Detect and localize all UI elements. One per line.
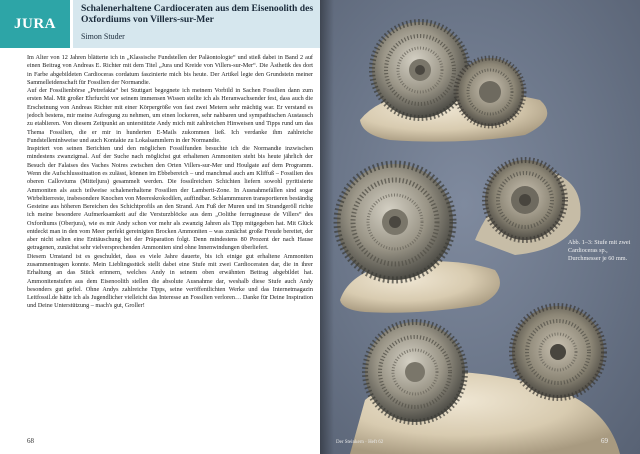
paragraph: Im Alter von 12 Jahren blätterte ich in „Klassische Fundstellen der Paläontologie“ und stieß dabei in Band 2 auf einen Beitrag von Andreas E. Richter mit dem Titel „Jura und Kreide von Villers-sur-Mer“. Die Ästhetik des dort in Farbe abgebildeten Cardioceras cordatum faszinierte mich bis heute. Der Artikel legte den Grundstein meiner Sammelleidenschaft für Fossilien der Normandie. [27,54,313,86]
figure-caption: Abb. 1–3: Stufe mit zwei Cardioceras sp., Durchmesser je 60 mm. [568,239,631,262]
page-number-left: 68 [27,437,34,445]
fossil-photos [320,0,640,454]
article-author: Simon Studer [81,32,125,41]
paragraph: Auf der Fossilienbörse „Petrefakta“ bei Stuttgart begegnete ich meinem Vorbild in Sachen Fossilien dann zum ersten Mal. Mit großer Ehrfurcht vor seinem immensen Wissen stellte ich als Heranwachsender fest, dass auch die Erscheinung von Andreas Richter mit einer Körpergröße von fast zwei Metern sehr mächtig war. Er verstand es jedoch bestens, mir meine Aufregung zu nehmen, um einen lockeren, sehr nahbaren und sympathischen Austausch zu etablieren. Von diesem Zeitpunkt an unterstützte Andy mich mit zahlreichen Hinweisen und Tipps rund um das Thema Fossilien, die er mir in hunderten E-Mails zukommen ließ. Ich verdanke ihm zahlreiche Fundstelleninhweise und auch Kontakte zu Lokalsammlern in der Normandie. [27,87,313,144]
article-title: Schalenerhaltene Cardioceraten aus dem Eisenoolith des Oxfordiums von Villers-sur-Mer [81,3,314,25]
fossil-photo-2 [337,160,581,313]
paragraph: Inspiriert von seinen Berichten und den möglichen Fossilfunden besuchte ich die Normandie inzwischen mindestens zwanzigmal. Auf der Suche nach möglichst gut erhaltenen Ammoniten steht bis heute jährlich der Besuch der Falaises des Vaches Noires zwischen den Orten Villers-sur-Mer und Houlgate auf dem Programm. Wenn die Aufschlusssituation es zulässt, können im Ebbebereich – und manchmal auch am Kliffuß – Fossilien des oberen Calloviums (Mitteljura) gesammelt werden. Die fossilreichen Schichten liefern sowohl pyritisierte Ammoniten als auch teilweise schalenerhaltene Fossilien der Lamberti-Zone. In Ausnahmefällen sind sogar Wirbeltierreste, insbesondere Knochen von Meereskrokodilen, auffindbar. Schlammmuren transportieren beständig Gesteine aus höheren Bereichen des Schichtprofils an den Strand. Am Fuß der Muren und im Strandgeröll richte ich meine besondere Aufmerksamkeit auf die Versturzblöcke aus dem „Oolithe ferrugineuse de Villers“ des Oxfordiums (Oberjura), wie es mir Andy schon vor mehr als zwanzig Jahren als Tipp mitgegeben hat. Mit Glück entdeckt man in den vom Meer perfekt gereinigten Brocken Ammoniten – was zunächst große Freude bereitet, der aber nicht selten eine Enttäuschung bei der Präparation folgt. Denn mindestens 80 Prozent der nach Hause getragenen, zunächst sehr vielversprechenden Ammoniten sind ohne Innenwindungen überliefert. [27,145,313,252]
magazine-footer: Der Steinkern · Heft 62 [336,440,384,445]
fossil-photo-1 [360,22,547,142]
page-number-right: 69 [601,437,608,445]
fossil-photo-3 [350,306,620,454]
right-page [320,0,640,454]
article-body [27,54,313,436]
paragraph: Diesem Umstand ist es geschuldet, dass es viele Jahre dauerte, bis ich einige gut erhaltene Ammoniten zusammentragen konnte. Mein Lieblingsstück stellt dabei eine Stufe mit zwei Cardioceraten dar, die in ihrer Erhaltung an das Stück erinnern, welches Andy in seinem oben erwähnten Beitrag abgebildet hat. Ammonitenstufen aus dem Eisenoolith stellen die absolute Ausnahme dar, weshalb diese Stufe auch Andy besonders gut gefiel. Ohne Andys zahlreiche Tipps, seine veröffentlichten Werke und das Internetmagazin Leitfossil.de hätte ich als Jugendlicher vielleicht das Interesse an Fossilien verloren… Danke für Deine Inspiration und Deine Unterstützung – mach's gut, Groller! [27,252,313,310]
section-tab: JURA [0,0,70,48]
title-band [73,0,320,48]
